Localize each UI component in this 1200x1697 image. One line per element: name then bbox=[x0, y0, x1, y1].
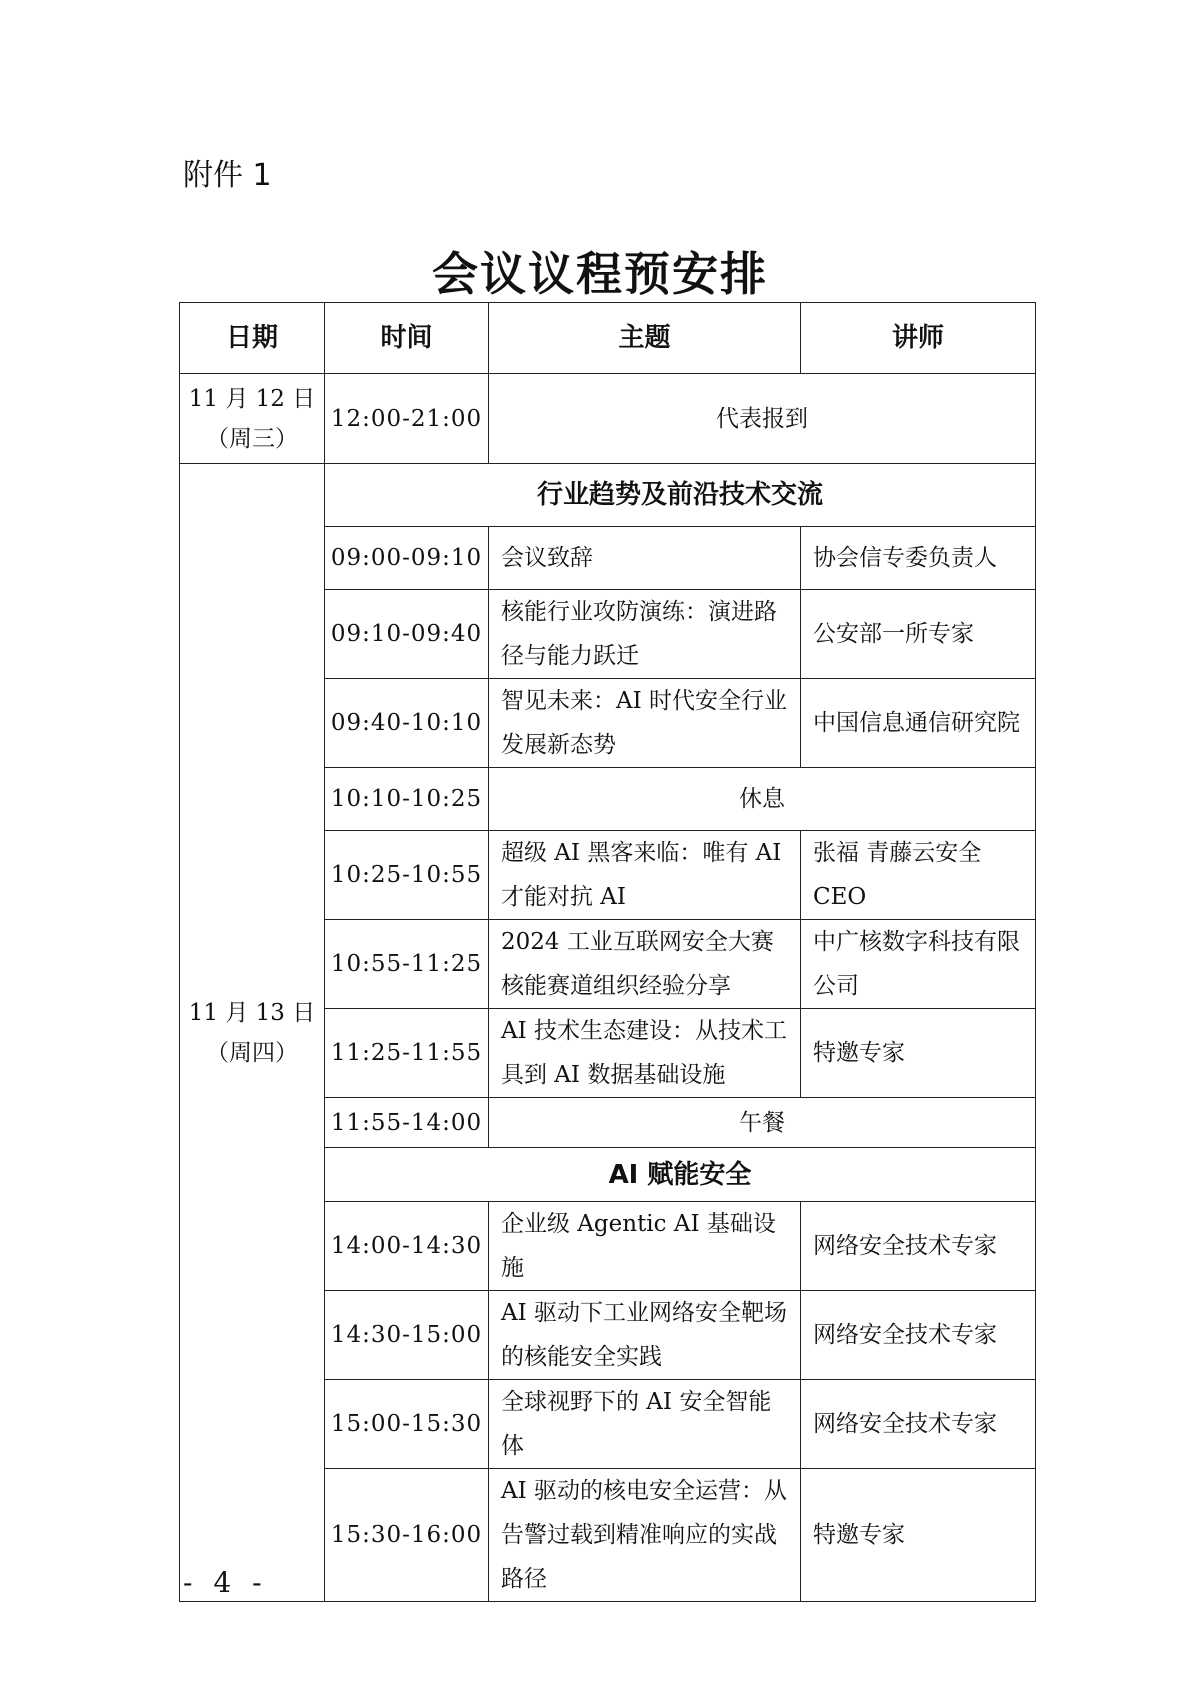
time-cell: 09:40-10:10 bbox=[325, 679, 489, 768]
topic-cell: 超级 AI 黑客来临：唯有 AI 才能对抗 AI bbox=[489, 831, 801, 920]
time-cell: 10:25-10:55 bbox=[325, 831, 489, 920]
time-cell: 11:55-14:00 bbox=[325, 1098, 489, 1148]
time-cell: 14:30-15:00 bbox=[325, 1291, 489, 1380]
time-cell: 11:25-11:55 bbox=[325, 1009, 489, 1098]
section-title: 行业趋势及前沿技术交流 bbox=[325, 464, 1036, 527]
weekday-text: （周三） bbox=[206, 425, 298, 452]
time-cell: 15:30-16:00 bbox=[325, 1469, 489, 1602]
date-text: 11 月 13 日 bbox=[188, 999, 316, 1026]
header-topic: 主题 bbox=[489, 303, 801, 374]
header-speaker: 讲师 bbox=[801, 303, 1036, 374]
topic-cell: AI 驱动的核电安全运营：从告警过载到精准响应的实战路径 bbox=[489, 1469, 801, 1602]
time-cell: 15:00-15:30 bbox=[325, 1380, 489, 1469]
speaker-cell: 网络安全技术专家 bbox=[801, 1291, 1036, 1380]
time-cell: 09:00-09:10 bbox=[325, 527, 489, 590]
time-cell: 09:10-09:40 bbox=[325, 590, 489, 679]
time-cell: 10:55-11:25 bbox=[325, 920, 489, 1009]
speaker-cell: 公安部一所专家 bbox=[801, 590, 1036, 679]
speaker-cell: 网络安全技术专家 bbox=[801, 1202, 1036, 1291]
header-row bbox=[180, 303, 1036, 374]
page-title: 会议议程预安排 bbox=[432, 247, 768, 301]
speaker-cell: 中国信息通信研究院 bbox=[801, 679, 1036, 768]
topic-cell: 智见未来：AI 时代安全行业发展新态势 bbox=[489, 679, 801, 768]
agenda-table bbox=[179, 302, 1036, 1602]
section-row bbox=[180, 464, 1036, 527]
weekday-text: （周四） bbox=[206, 1039, 298, 1066]
speaker-cell: 中广核数字科技有限公司 bbox=[801, 920, 1036, 1009]
break-label: 休息 bbox=[489, 768, 1036, 831]
speaker-cell: 协会信专委负责人 bbox=[801, 527, 1036, 590]
date-text: 11 月 12 日 bbox=[188, 385, 316, 412]
speaker-cell: 特邀专家 bbox=[801, 1469, 1036, 1602]
topic-cell: 会议致辞 bbox=[489, 527, 801, 590]
topic-cell: 2024 工业互联网安全大赛核能赛道组织经验分享 bbox=[489, 920, 801, 1009]
topic-cell: 代表报到 bbox=[489, 374, 1036, 464]
lunch-label: 午餐 bbox=[489, 1098, 1036, 1148]
page-number: - 4 - bbox=[183, 1566, 268, 1599]
section-title: AI 赋能安全 bbox=[325, 1148, 1036, 1202]
speaker-cell: 网络安全技术专家 bbox=[801, 1380, 1036, 1469]
header-date: 日期 bbox=[180, 303, 325, 374]
header-time: 时间 bbox=[325, 303, 489, 374]
date-cell bbox=[180, 374, 325, 464]
time-cell: 10:10-10:25 bbox=[325, 768, 489, 831]
topic-cell: AI 技术生态建设：从技术工具到 AI 数据基础设施 bbox=[489, 1009, 801, 1098]
time-cell: 14:00-14:30 bbox=[325, 1202, 489, 1291]
topic-cell: AI 驱动下工业网络安全靶场的核能安全实践 bbox=[489, 1291, 801, 1380]
topic-cell: 全球视野下的 AI 安全智能体 bbox=[489, 1380, 801, 1469]
table-row bbox=[180, 374, 1036, 464]
topic-cell: 企业级 Agentic AI 基础设施 bbox=[489, 1202, 801, 1291]
speaker-cell: 张福 青藤云安全 CEO bbox=[801, 831, 1036, 920]
attachment-label: 附件 1 bbox=[183, 158, 272, 193]
date-cell bbox=[180, 464, 325, 1602]
topic-cell: 核能行业攻防演练：演进路径与能力跃迁 bbox=[489, 590, 801, 679]
time-cell: 12:00-21:00 bbox=[325, 374, 489, 464]
speaker-cell: 特邀专家 bbox=[801, 1009, 1036, 1098]
